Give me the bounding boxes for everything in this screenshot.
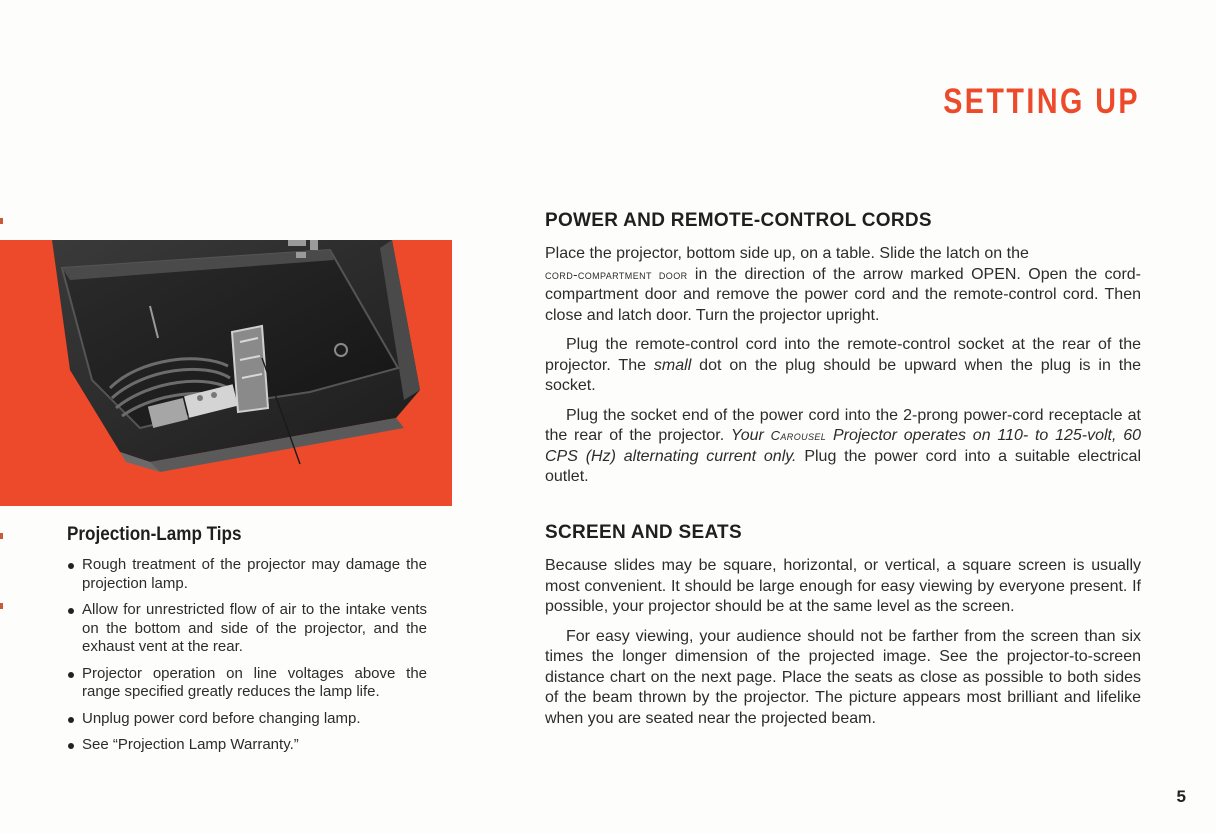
paragraph: For easy viewing, your audience should not be farther from the screen than six times the longer dimension of the projected image. See the projector-to-screen distance chart on the next page. Place the seats as close as possible to both sides of the beam thrown by the projector. The picture appears most brilliant and lifelike when you are seated near the projected beam. <box>545 627 1141 727</box>
lamp-tips-list <box>67 556 427 755</box>
paragraph: Because slides may be square, horizontal, or vertical, a square screen is usually most convenient. It should be large enough for easy viewing by everyone present. If possible, your projector should be at the same level as the screen. <box>545 557 1141 615</box>
list-item: See “Projection Lamp Warranty.” <box>67 736 427 755</box>
lamp-tips-heading: Projection-Lamp Tips <box>67 524 242 545</box>
margin-mark <box>0 533 3 539</box>
cord-compartment-photo <box>0 240 452 506</box>
lamp-tips-section <box>67 524 427 763</box>
paragraph: Plug the remote-control cord into the remote-control socket at the rear of the projector. The small dot on the plug should be upward when the plug is in the socket. <box>545 336 1142 394</box>
screen-seats-section <box>545 522 1141 738</box>
list-item: Unplug power cord before changing lamp. <box>67 710 427 729</box>
page-number: 5 <box>1176 787 1186 806</box>
paragraph: Place the projector, bottom side up, on a table. Slide the latch on the cord-compartment door in the direction of the arrow marked OPEN. Open the cord-compartment door and remove the power cord and the remote-control cord. Then close and latch door. Turn the projector upright. <box>545 245 1141 324</box>
screen-seats-heading: SCREEN AND SEATS <box>545 522 742 543</box>
power-cords-section <box>545 210 1141 497</box>
paragraph: Plug the socket end of the power cord into the 2-prong power-cord receptacle at the rear of the projector. Your Carousel Projector operates on 110- to 125-volt, 60 CPS (Hz) alternating current only. Plug the power cord into a suitable electrical outlet. <box>545 406 1142 485</box>
list-item: Projector operation on line voltages above the range specified greatly reduces the lamp life. <box>67 665 427 702</box>
margin-mark <box>0 603 3 609</box>
projector-illustration <box>0 240 452 506</box>
list-item: Rough treatment of the projector may damage the projection lamp. <box>67 556 427 593</box>
power-cords-heading: POWER AND REMOTE-CONTROL CORDS <box>545 210 932 231</box>
page-title: SETTING UP <box>943 82 1140 121</box>
list-item: Allow for unrestricted flow of air to the intake vents on the bottom and side of the projector, and the exhaust vent at the rear. <box>67 601 427 657</box>
margin-mark <box>0 218 3 224</box>
